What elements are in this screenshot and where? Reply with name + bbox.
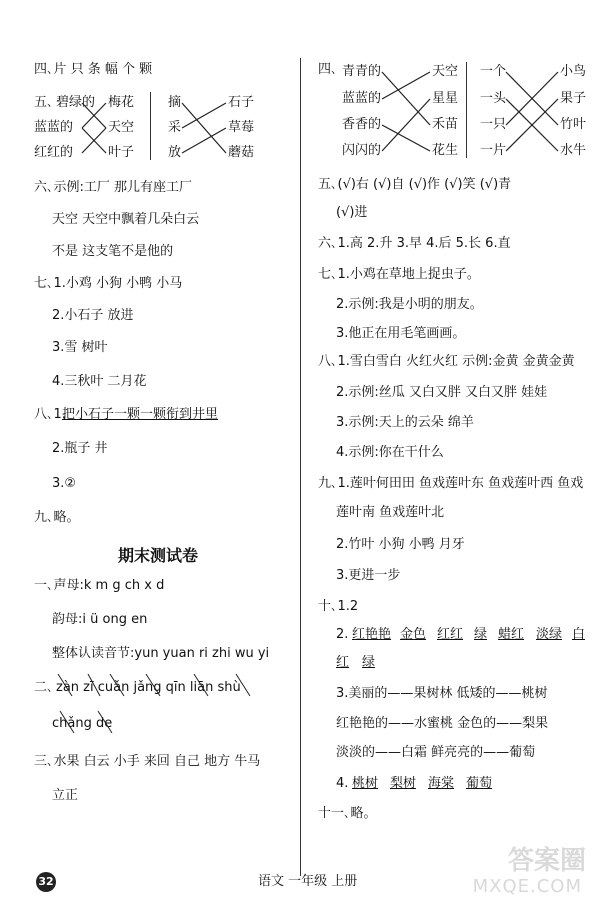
left-s9: 九､略｡ (34, 510, 74, 525)
right-s9-4: 3.更进一步 (336, 568, 401, 583)
match-item: 天空 (432, 64, 459, 79)
match-item: 石子 (228, 95, 255, 110)
left-s7-4: 4.三秋叶 二月花 (52, 374, 147, 389)
match-item: 采 (168, 120, 182, 135)
left-e2-1: zàn zī cuǎn jǎng qīn liān shù (56, 680, 241, 695)
match-item: 草莓 (228, 120, 255, 135)
match-item: 一个 (480, 64, 507, 79)
match-item: 叶子 (108, 145, 135, 160)
watermark-url: MXQE.COM (472, 876, 582, 897)
left-s7-3: 3.雪 树叶 (52, 340, 108, 355)
match-item: 一头 (480, 91, 507, 106)
left-s8-3: 3.② (52, 476, 77, 491)
match-item: 青青的 (342, 64, 382, 79)
answer-word: 红艳艳 (352, 627, 392, 642)
right-s10-3: 3.美丽的——果树林 低矮的——桃树 (336, 686, 548, 701)
right-s11: 十一､略｡ (318, 806, 371, 821)
left-s7-1: 七､1.小鸡 小狗 小鸭 小马 (34, 276, 183, 291)
right-s5-1: 五､(√)右 (√)自 (√)作 (√)笑 (√)青 (318, 177, 512, 192)
left-e2-label: 二､ (34, 680, 54, 695)
right-s10-2-label: 2. (336, 627, 349, 642)
right-s6: 六､1.高 2.升 3.早 4.后 5.长 6.直 (318, 236, 511, 251)
left-e3-1: 三､水果 白云 小手 来回 自己 地方 牛马 (34, 754, 261, 769)
answer-word: 红 (336, 655, 350, 670)
right-s10-1: 十､1.2 (318, 599, 359, 614)
match-item: 梅花 (108, 95, 135, 110)
right-s4-label: 四､ (318, 62, 338, 77)
answer-word: 红红 (437, 627, 464, 642)
match-item: 蘑菇 (228, 145, 255, 160)
answer-word: 金色 (400, 627, 427, 642)
match-item: 竹叶 (560, 117, 587, 132)
match-item: 禾苗 (432, 117, 459, 132)
match-item: 天空 (108, 120, 135, 135)
right-s8-3: 3.示例:天上的云朵 绵羊 (336, 415, 474, 430)
left-s6-2: 天空 天空中飘着几朵白云 (52, 212, 200, 227)
right-s10-5: 淡淡的——白霜 鲜亮亮的——葡萄 (336, 745, 536, 760)
match-item: 蓝蓝的 (34, 120, 74, 135)
left-s6-3: 不是 这支笔不是他的 (52, 244, 174, 259)
match-item: 水牛 (560, 143, 587, 158)
right-s9-1: 九､1.莲叶何田田 鱼戏莲叶东 鱼戏莲叶西 鱼戏 (318, 476, 584, 491)
left-s5-label: 五､ (34, 95, 54, 110)
right-s10-4: 红艳艳的——水蜜桃 金色的——梨果 (336, 716, 549, 731)
right-s5-2: (√)进 (336, 205, 368, 220)
section-title: 期末测试卷 (118, 546, 199, 565)
right-s8-2: 2.示例:丝瓜 又白又胖 又白又胖 娃娃 (336, 385, 548, 400)
match-item: 花生 (432, 143, 459, 158)
match-item: 果子 (560, 91, 587, 106)
answer-word: 葡萄 (466, 776, 493, 791)
right-s9-3: 2.竹叶 小狗 小鸭 月牙 (336, 537, 465, 552)
match-item: 放 (168, 145, 182, 160)
match-item: 闪闪的 (342, 143, 382, 158)
answer-word: 海棠 (428, 776, 455, 791)
answer-word: 绿 (474, 627, 488, 642)
footer-text: 语文 一年级 上册 (258, 874, 358, 889)
answer-word: 淡绿 (536, 627, 563, 642)
left-e1-3: 整体认读音节:yun yuan ri zhi wu yi (52, 646, 270, 661)
match-item: 香香的 (342, 117, 382, 132)
left-e1-1: 一､声母:k m g ch x d (34, 578, 165, 593)
watermark: 答案圈 (507, 846, 586, 876)
left-s6-1: 六､示例:工厂 那儿有座工厂 (34, 180, 193, 195)
answer-word: 绿 (362, 655, 376, 670)
right-s7-3: 3.他正在用毛笔画画｡ (336, 326, 459, 341)
match-item: 星星 (432, 91, 459, 106)
page-number: 32 (36, 872, 56, 892)
right-s7-2: 2.示例:我是小明的朋友｡ (336, 297, 477, 312)
right-s7-1: 七､1.小鸡在草地上捉虫子｡ (318, 267, 474, 282)
left-e2-2: chǎng de (52, 716, 113, 731)
left-s8-2: 2.瓶子 井 (52, 441, 108, 456)
left-e3-2: 立正 (52, 788, 79, 803)
match-item: 红红的 (34, 145, 74, 160)
right-s8-4: 4.示例:你在干什么 (336, 445, 444, 460)
left-s8-1: 把小石子一颗一颗衔到井里 (62, 407, 219, 422)
answer-word: 蜡红 (498, 627, 525, 642)
left-s7-2: 2.小石子 放进 (52, 308, 134, 323)
right-s9-2: 莲叶南 鱼戏莲叶北 (336, 505, 445, 520)
match-item: 蓝蓝的 (342, 91, 382, 106)
left-s8-label: 八､1. (34, 407, 66, 422)
match-item: 一只 (480, 117, 507, 132)
match-item: 一片 (480, 143, 507, 158)
match-item: 小鸟 (560, 64, 587, 79)
right-s10-6-label: 4. (336, 776, 349, 791)
right-s8-1: 八､1.雪白雪白 火红火红 示例:金黄 金黄金黄 (318, 354, 575, 369)
answer-word: 白 (572, 627, 586, 642)
answer-word: 桃树 (352, 776, 379, 791)
answer-word: 梨树 (390, 776, 417, 791)
left-s4: 四､片 只 条 幅 个 颗 (34, 62, 153, 77)
left-e1-2: 韵母:i ü ong en (52, 612, 148, 627)
match-item: 碧绿的 (56, 95, 96, 110)
match-item: 摘 (168, 95, 182, 110)
